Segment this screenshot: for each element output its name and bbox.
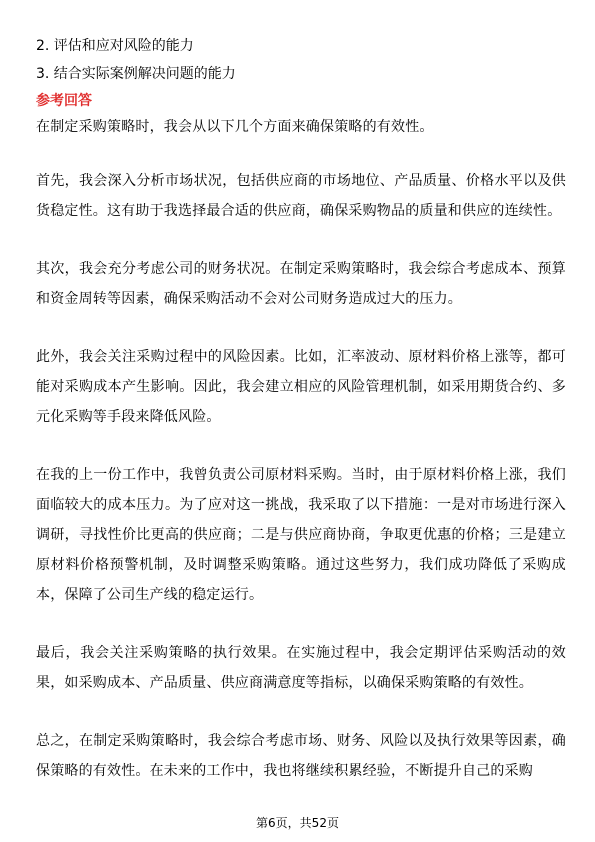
paragraph-case-example: 在我的上一份工作中，我曾负责公司原材料采购。当时，由于原材料价格上涨，我们面临较大的成本压力。为了应对这一挑战，我采取了以下措施：一是对市场进行深入调研，寻找性价比更高的供应商；二是与供应商协商，争取更优惠的价格；三是建立原材料价格预警机制，及时调整采购策略。通过这些努力，我们成功降低了采购成本，保障了公司生产线的稳定运行。: [36, 467, 566, 603]
paragraph-risk: 此外，我会关注采购过程中的风险因素。比如，汇率波动、原材料价格上涨等，都可能对采购成本产生影响。因此，我会建立相应的风险管理机制，如采用期货合约、多元化采购等手段来降低风险。: [36, 349, 566, 425]
paragraph-summary: 总之，在制定采购策略时，我会综合考虑市场、财务、风险以及执行效果等因素，确保策略的有效性。在未来的工作中，我也将继续积累经验，不断提升自己的采购: [36, 733, 566, 779]
answer-heading: 参考回答: [36, 93, 92, 109]
paragraph-execution: 最后，我会关注采购策略的执行效果。在实施过程中，我会定期评估采购活动的效果，如采购成本、产品质量、供应商满意度等指标，以确保采购策略的有效性。: [36, 645, 566, 691]
list-item-risk-ability: 2. 评估和应对风险的能力: [36, 38, 194, 54]
list-item-case-ability: 3. 结合实际案例解决问题的能力: [36, 66, 236, 82]
page-content: [36, 34, 566, 814]
page-number: 第6页，共52页: [256, 816, 339, 830]
paragraph-financial: 其次，我会充分考虑公司的财务状况。在制定采购策略时，我会综合考虑成本、预算和资金周转等因素，确保采购活动不会对公司财务造成过大的压力。: [36, 261, 566, 307]
paragraph-intro: 在制定采购策略时，我会从以下几个方面来确保策略的有效性。: [36, 119, 434, 135]
paragraph-market-analysis: 首先，我会深入分析市场状况，包括供应商的市场地位、产品质量、价格水平以及供货稳定性。这有助于我选择最合适的供应商，确保采购物品的质量和供应的连续性。: [36, 173, 566, 219]
